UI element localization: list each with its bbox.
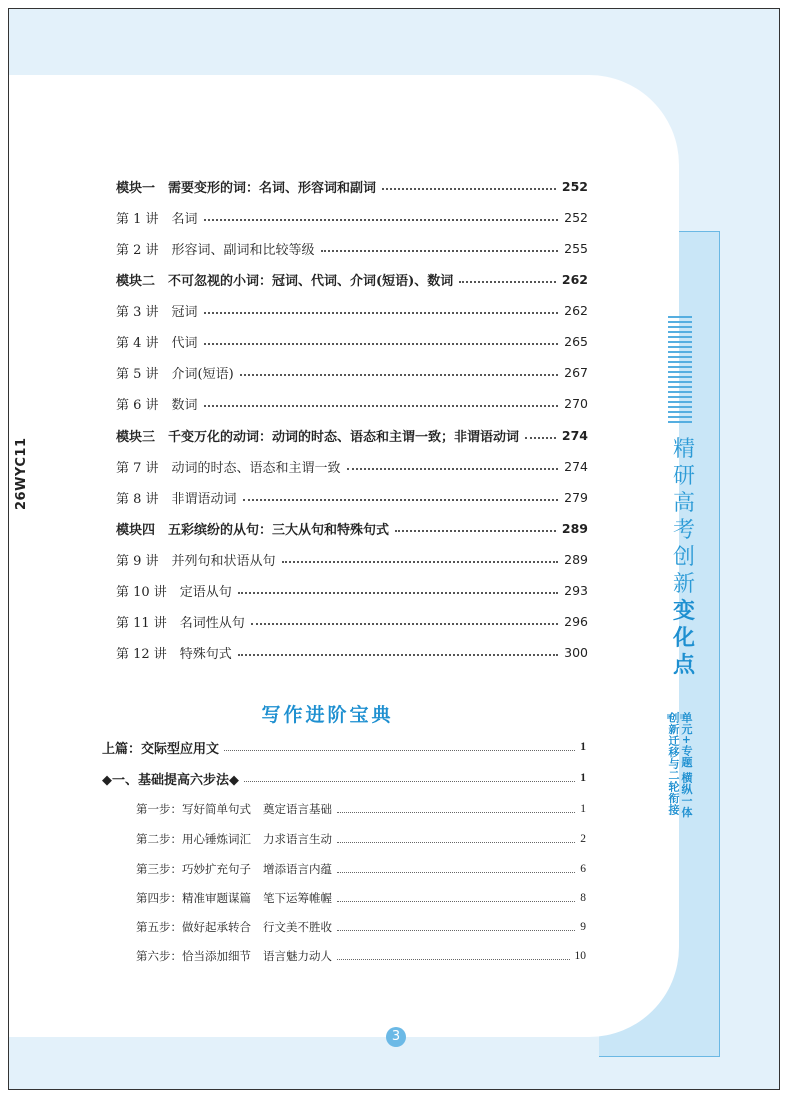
toc-page: 300 — [564, 644, 588, 660]
toc-module-row — [116, 176, 588, 196]
side-title-bold-char: 变 — [672, 599, 695, 624]
step-page: 6 — [580, 863, 586, 875]
toc-label: 第 1 讲 名词 — [116, 211, 198, 227]
writing-section-label: ◆一、基础提高六步法◆ — [102, 772, 239, 788]
toc-label: 第 8 讲 非谓语动词 — [116, 491, 237, 507]
step-page: 2 — [580, 833, 586, 845]
toc-label: 第 5 讲 介词(短语) — [116, 366, 234, 382]
writing-section-title — [0, 700, 655, 727]
toc-label: 第 7 讲 动词的时态、语态和主谓一致 — [116, 460, 341, 476]
writing-step-row — [136, 889, 586, 907]
leader-dots — [337, 959, 570, 960]
leader-dots — [337, 872, 575, 873]
toc-lesson-row — [116, 393, 588, 413]
toc-lesson-row — [116, 456, 588, 476]
toc-lesson-row — [116, 487, 588, 507]
toc-label: 第 3 讲 冠词 — [116, 304, 198, 320]
toc-lesson-row — [116, 611, 588, 631]
writing-step-row — [136, 918, 586, 936]
leader-dots — [204, 343, 559, 345]
toc-page: 293 — [564, 582, 588, 598]
leader-dots — [347, 468, 559, 470]
step-subtitle: 力求语言生动 — [263, 832, 332, 846]
toc-page: 270 — [564, 395, 588, 411]
side-slogan-2: 创新迁移与二轮衔接 — [667, 712, 680, 816]
toc-page: 262 — [561, 271, 588, 287]
step-title: 第六步：恰当添加细节 — [136, 949, 251, 963]
leader-dots — [238, 592, 558, 594]
step-page: 1 — [580, 803, 586, 815]
step-title: 第二步：用心锤炼词汇 — [136, 832, 251, 846]
toc-page: 267 — [564, 364, 588, 380]
side-title-char: 精 — [672, 437, 695, 462]
toc-label: 第 11 讲 名词性从句 — [116, 615, 245, 631]
stripe-decoration — [668, 316, 692, 426]
toc-lesson-row — [116, 549, 588, 569]
step-title: 第三步：巧妙扩充句子 — [136, 862, 251, 876]
toc-label: 第 10 讲 定语从句 — [116, 584, 232, 600]
toc-module-row — [116, 269, 588, 289]
step-page: 10 — [574, 950, 586, 962]
toc-lesson-row — [116, 331, 588, 351]
leader-dots — [238, 654, 558, 656]
toc-page: 279 — [564, 489, 588, 505]
leader-dots — [337, 842, 575, 843]
spine-code: 26WYC11 — [14, 437, 29, 510]
toc-lesson-row — [116, 238, 588, 258]
toc-page: 252 — [561, 178, 588, 194]
leader-dots — [204, 219, 559, 221]
writing-title-text: 写作进阶宝典 — [261, 704, 394, 726]
leader-dots — [224, 750, 575, 751]
toc-label: 模块四 五彩缤纷的从句：三大从句和特殊句式 — [116, 522, 390, 538]
toc-page: 255 — [564, 240, 588, 256]
leader-dots — [282, 561, 559, 563]
writing-part-page: 1 — [580, 741, 586, 753]
toc-module-row — [116, 425, 588, 445]
side-slogan-1: 单元+专题 横纵一体 — [680, 712, 693, 819]
toc-page: 289 — [564, 551, 588, 567]
toc-page: 274 — [561, 427, 588, 443]
step-subtitle: 奠定语言基础 — [263, 802, 332, 816]
leader-dots — [321, 250, 559, 252]
side-title-char: 考 — [672, 518, 695, 543]
toc-page: 262 — [564, 302, 588, 318]
leader-dots — [459, 281, 556, 283]
toc-label: 第 2 讲 形容词、副词和比较等级 — [116, 242, 315, 258]
step-page: 8 — [580, 892, 586, 904]
toc-page: 252 — [564, 209, 588, 225]
toc-page: 274 — [564, 458, 588, 474]
leader-dots — [204, 405, 559, 407]
side-title — [666, 436, 702, 679]
writing-part-label: 上篇：交际型应用文 — [102, 741, 220, 757]
leader-dots — [240, 374, 558, 376]
step-subtitle: 行文美不胜收 — [263, 920, 332, 934]
side-title-bold-char: 化 — [672, 626, 695, 651]
writing-section-row — [102, 769, 586, 787]
side-title-char: 高 — [672, 491, 695, 516]
writing-step-row — [136, 860, 586, 878]
toc-label: 模块一 需要变形的词：名词、形容词和副词 — [116, 180, 377, 196]
writing-step-row — [136, 830, 586, 848]
side-title-char: 研 — [672, 464, 695, 489]
step-title: 第四步：精准审题谋篇 — [136, 891, 251, 905]
step-subtitle: 笔下运筹帷幄 — [263, 891, 332, 905]
step-subtitle: 语言魅力动人 — [263, 949, 332, 963]
leader-dots — [243, 499, 559, 501]
leader-dots — [395, 530, 556, 532]
leader-dots — [204, 312, 559, 314]
side-title-char: 创 — [672, 545, 695, 570]
step-title: 第五步：做好起承转合 — [136, 920, 251, 934]
page-number: 3 — [386, 1027, 406, 1047]
toc-lesson-row — [116, 642, 588, 662]
step-page: 9 — [580, 921, 586, 933]
toc-page: 296 — [564, 613, 588, 629]
toc-lesson-row — [116, 362, 588, 382]
leader-dots — [337, 812, 575, 813]
toc-lesson-row — [116, 207, 588, 227]
toc-label: 第 6 讲 数词 — [116, 397, 198, 413]
toc-page: 265 — [564, 333, 588, 349]
leader-dots — [337, 901, 575, 902]
side-title-char: 新 — [672, 572, 695, 597]
writing-part-row — [102, 738, 586, 756]
step-title: 第一步：写好简单句式 — [136, 802, 251, 816]
toc-page: 289 — [561, 520, 588, 536]
toc-label: 第 4 讲 代词 — [116, 335, 198, 351]
toc-label: 第 9 讲 并列句和状语从句 — [116, 553, 276, 569]
writing-step-row — [136, 947, 586, 965]
toc-module-row — [116, 518, 588, 538]
toc-lesson-row — [116, 580, 588, 600]
leader-dots — [337, 930, 575, 931]
step-subtitle: 增添语言内蕴 — [263, 862, 332, 876]
writing-section-page: 1 — [580, 772, 586, 784]
toc-lesson-row — [116, 300, 588, 320]
toc-label: 模块三 千变万化的动词：动词的时态、语态和主谓一致；非谓语动词 — [116, 429, 520, 445]
side-title-bold-char: 点 — [672, 653, 695, 678]
leader-dots — [251, 623, 558, 625]
toc-label: 第 12 讲 特殊句式 — [116, 646, 232, 662]
toc-label: 模块二 不可忽视的小词：冠词、代词、介词(短语)、数词 — [116, 273, 454, 289]
leader-dots — [525, 437, 556, 439]
leader-dots — [244, 781, 575, 782]
leader-dots — [382, 188, 556, 190]
writing-step-row — [136, 800, 586, 818]
